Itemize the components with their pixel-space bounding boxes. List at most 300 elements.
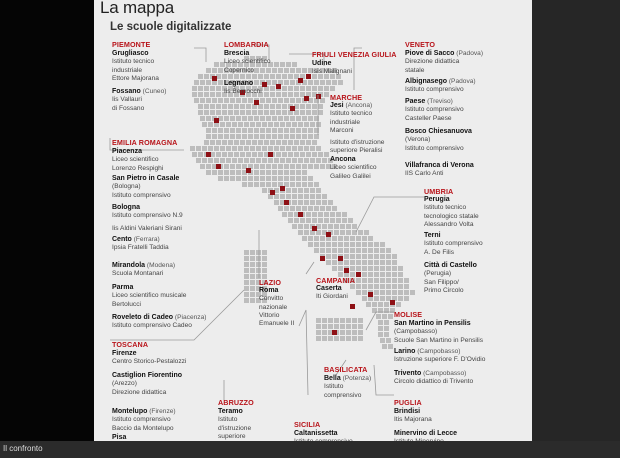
map-cell <box>282 152 287 157</box>
map-cell <box>334 336 339 341</box>
map-cell <box>260 164 265 169</box>
map-cell <box>316 324 321 329</box>
map-cell <box>260 182 265 187</box>
map-cell <box>234 104 239 109</box>
province: (Cuneo) <box>142 88 167 95</box>
map-cell <box>296 128 301 133</box>
city-name: Mirandola <box>112 262 146 269</box>
map-cell <box>262 158 267 163</box>
map-cell <box>282 110 287 115</box>
map-cell <box>380 278 385 283</box>
map-cell <box>246 140 251 145</box>
map-cell <box>314 242 319 247</box>
map-cell <box>264 110 269 115</box>
map-cell <box>246 110 251 115</box>
map-cell <box>374 290 379 295</box>
entry-line: tecnologico statale <box>424 212 479 220</box>
map-cell <box>380 266 385 271</box>
map-cell <box>218 68 223 73</box>
map-cell <box>332 248 337 253</box>
entry-albignasego <box>405 78 476 95</box>
map-cell <box>310 188 315 193</box>
map-cell <box>374 278 379 283</box>
map-cell <box>212 170 217 175</box>
map-cell <box>388 344 393 349</box>
map-cell <box>362 254 367 259</box>
map-cell <box>216 86 221 91</box>
map-cell <box>318 104 323 109</box>
map-cell <box>330 218 335 223</box>
map-cell <box>378 302 383 307</box>
map-cell <box>204 74 209 79</box>
map-cell <box>192 86 197 91</box>
map-cell <box>240 140 245 145</box>
province: (Firenze) <box>149 408 176 415</box>
entry-line: Vittorio <box>259 311 280 319</box>
map-cell <box>308 182 313 187</box>
entry-line: Istruzione superiore F. D'Ovidio <box>394 356 486 364</box>
map-cell <box>250 298 255 303</box>
entry-trivento <box>394 370 473 387</box>
map-cell <box>246 104 251 109</box>
entry-line: Itis Majorana <box>394 416 432 424</box>
map-cell <box>256 158 261 163</box>
entry-san-pietro-in-casale <box>112 175 179 200</box>
entry-line: Istituto comprensivo <box>424 240 483 248</box>
entry-line: superiore <box>218 432 246 440</box>
city-name: Pisa <box>112 434 127 441</box>
map-cell <box>346 324 351 329</box>
map-cell <box>206 116 211 121</box>
map-cell <box>296 206 301 211</box>
map-cell <box>386 284 391 289</box>
school-marker <box>206 152 211 157</box>
map-cell <box>242 176 247 181</box>
map-cell <box>392 272 397 277</box>
map-cell <box>218 98 223 103</box>
entry-jesi <box>330 102 384 156</box>
map-cell <box>312 104 317 109</box>
map-cell <box>226 146 231 151</box>
map-cell <box>334 324 339 329</box>
map-cell <box>316 146 321 151</box>
map-cell <box>290 116 295 121</box>
map-cell <box>260 176 265 181</box>
map-cell <box>316 122 321 127</box>
map-cell <box>330 212 335 217</box>
map-cell <box>244 298 249 303</box>
map-cell <box>224 128 229 133</box>
map-cell <box>358 230 363 235</box>
map-cell <box>250 146 255 151</box>
map-cell <box>250 268 255 273</box>
map-cell <box>284 80 289 85</box>
map-cell <box>322 324 327 329</box>
map-cell <box>380 248 385 253</box>
map-cell <box>302 182 307 187</box>
map-cell <box>352 318 357 323</box>
map-cell <box>288 152 293 157</box>
map-cell <box>314 80 319 85</box>
entry-line: Istituto comprensivo N.9 <box>112 212 183 220</box>
map-cell <box>242 98 247 103</box>
city-name: Bologna <box>112 204 140 211</box>
map-cell <box>220 146 225 151</box>
map-cell <box>248 128 253 133</box>
map-cell <box>258 140 263 145</box>
map-cell <box>246 152 251 157</box>
map-cell <box>266 128 271 133</box>
map-cell <box>254 128 259 133</box>
map-cell <box>306 110 311 115</box>
map-cell <box>380 338 385 343</box>
map-cell <box>206 164 211 169</box>
map-cell <box>320 248 325 253</box>
city-name: Udine <box>312 60 332 67</box>
map-cell <box>244 274 249 279</box>
map-cell <box>298 230 303 235</box>
map-cell <box>202 122 207 127</box>
entry-cento <box>112 236 169 253</box>
map-cell <box>296 68 301 73</box>
entry-line: Istituto comprensivo Cadeo <box>112 322 192 330</box>
map-cell <box>250 262 255 267</box>
map-cell <box>384 320 389 325</box>
entry-line: Iis Aldini Valeriani Sirani <box>112 224 182 232</box>
map-cell <box>222 104 227 109</box>
map-cell <box>292 224 297 229</box>
map-cell <box>244 158 249 163</box>
map-cell <box>220 122 225 127</box>
map-cell <box>282 212 287 217</box>
map-cell <box>278 134 283 139</box>
map-cell <box>268 146 273 151</box>
province: (Campobasso) <box>417 348 461 355</box>
map-cell <box>298 146 303 151</box>
school-marker <box>246 168 251 173</box>
map-cell <box>194 98 199 103</box>
map-cell <box>350 248 355 253</box>
map-cell <box>362 260 367 265</box>
entry-parma <box>112 284 186 309</box>
entry-line: San Filippo/ <box>424 278 459 286</box>
map-cell <box>318 110 323 115</box>
region-friuli: FRIULI VENEZIA GIULIA <box>312 50 397 59</box>
map-cell <box>238 158 243 163</box>
entry-line: Istituto comprensivo <box>112 416 171 424</box>
map-cell <box>332 242 337 247</box>
entry-legnano <box>224 80 262 97</box>
entry-montelupo <box>112 408 176 433</box>
map-cell <box>264 104 269 109</box>
map-cell <box>346 318 351 323</box>
entry-line: Liceo scientifico musicale <box>112 292 187 300</box>
entry-brescia <box>224 50 271 75</box>
entry-ancona <box>330 156 377 181</box>
map-cell <box>208 146 213 151</box>
map-cell <box>356 242 361 247</box>
map-cell <box>250 280 255 285</box>
map-cell <box>368 284 373 289</box>
map-cell <box>258 152 263 157</box>
map-cell <box>308 176 313 181</box>
map-cell <box>384 332 389 337</box>
map-cell <box>274 146 279 151</box>
map-cell <box>214 158 219 163</box>
map-cell <box>208 158 213 163</box>
entry-roveleto-di-cadeo <box>112 314 206 331</box>
map-cell <box>298 122 303 127</box>
entry-line: Liceo scientifico <box>224 58 271 66</box>
map-cell <box>380 242 385 247</box>
city-name: Minervino di Lecce <box>394 430 458 437</box>
map-cell <box>308 206 313 211</box>
map-cell <box>290 80 295 85</box>
city-name: Fossano <box>112 88 141 95</box>
map-cell <box>260 128 265 133</box>
map-cell <box>298 188 303 193</box>
map-cell <box>356 260 361 265</box>
map-cell <box>314 206 319 211</box>
confronto-link[interactable]: Il confronto <box>3 444 43 453</box>
school-marker <box>306 74 311 79</box>
map-cell <box>368 236 373 241</box>
map-cell <box>262 268 267 273</box>
map-cell <box>332 254 337 259</box>
city-name: Roveleto di Cadeo <box>112 314 174 321</box>
map-cell <box>374 284 379 289</box>
map-cell <box>282 104 287 109</box>
map-cell <box>316 336 321 341</box>
map-cell <box>344 242 349 247</box>
map-cell <box>374 248 379 253</box>
entry-firenze <box>112 350 186 367</box>
map-cell <box>356 248 361 253</box>
entry-bosco-chiesanuova <box>405 128 472 153</box>
map-cell <box>262 188 267 193</box>
map-cell <box>346 330 351 335</box>
entry-bologna <box>112 204 183 233</box>
entry-line: Liceo scientifico <box>112 156 159 164</box>
map-cell <box>318 218 323 223</box>
map-cell <box>290 206 295 211</box>
map-cell <box>316 194 321 199</box>
map-cell <box>304 188 309 193</box>
map-cell <box>230 170 235 175</box>
map-cell <box>256 262 261 267</box>
map-cell <box>230 116 235 121</box>
map-cell <box>348 218 353 223</box>
school-marker <box>316 94 321 99</box>
city-name: Teramo <box>218 408 243 415</box>
map-cell <box>240 152 245 157</box>
map-cell <box>380 272 385 277</box>
map-cell <box>398 272 403 277</box>
city-name: Firenze <box>112 350 137 357</box>
map-cell <box>284 176 289 181</box>
map-cell <box>252 152 257 157</box>
entry-grugliasco <box>112 50 159 83</box>
map-cell <box>392 284 397 289</box>
map-cell <box>242 116 247 121</box>
map-cell <box>256 122 261 127</box>
map-cell <box>362 290 367 295</box>
map-cell <box>316 188 321 193</box>
map-cell <box>292 122 297 127</box>
map-cell <box>262 256 267 261</box>
map-cell <box>344 248 349 253</box>
map-cell <box>272 128 277 133</box>
map-cell <box>254 176 259 181</box>
map-cell <box>270 74 275 79</box>
entry-villafranca <box>405 162 474 179</box>
map-cell <box>374 266 379 271</box>
entry-line: Ipsia Fratelli Taddia <box>112 244 169 252</box>
map-cell <box>260 98 265 103</box>
map-cell <box>384 326 389 331</box>
map-cell <box>196 146 201 151</box>
map-cell <box>230 128 235 133</box>
map-cell <box>288 74 293 79</box>
entry-fossano <box>112 88 166 113</box>
city-name: Ancona <box>330 156 356 163</box>
map-cell <box>288 218 293 223</box>
map-cell <box>346 230 351 235</box>
entry-terni <box>424 232 483 257</box>
province: (Potenza) <box>342 375 372 382</box>
map-cell <box>206 80 211 85</box>
map-cell <box>268 122 273 127</box>
map-cell <box>302 68 307 73</box>
map-cell <box>216 140 221 145</box>
map-cell <box>298 200 303 205</box>
entry-line: Convitto <box>259 295 284 303</box>
map-cell <box>388 314 393 319</box>
map-cell <box>256 250 261 255</box>
map-cell <box>404 296 409 301</box>
map-cell <box>236 128 241 133</box>
map-cell <box>340 318 345 323</box>
map-cell <box>368 278 373 283</box>
map-cell <box>212 134 217 139</box>
map-cell <box>294 152 299 157</box>
map-cell <box>200 98 205 103</box>
province: (Padova) <box>448 78 476 85</box>
map-cell <box>272 134 277 139</box>
map-cell <box>244 280 249 285</box>
map-cell <box>280 122 285 127</box>
entry-line: di Fossano <box>112 104 145 112</box>
school-marker <box>212 76 217 81</box>
map-cell <box>334 224 339 229</box>
region-umbria: UMBRIA <box>424 187 454 196</box>
map-cell <box>232 122 237 127</box>
map-cell <box>266 116 271 121</box>
map-cell <box>254 164 259 169</box>
map-cell <box>308 116 313 121</box>
map-cell <box>204 110 209 115</box>
map-cell <box>242 128 247 133</box>
school-marker <box>350 304 355 309</box>
map-cell <box>280 158 285 163</box>
map-cell <box>244 262 249 267</box>
entry-piove-di-sacco <box>405 50 483 75</box>
map-cell <box>308 242 313 247</box>
entry-line: Istituto comprensivo <box>405 86 464 94</box>
entry-line: (Campobasso) <box>394 328 438 336</box>
entry-line: Scuola Montanari <box>112 270 164 278</box>
entry-line: Scuole San Martino in Pensilis <box>394 336 484 344</box>
map-cell <box>204 140 209 145</box>
province: (Campobasso) <box>423 370 467 377</box>
map-cell <box>306 104 311 109</box>
map-cell <box>304 230 309 235</box>
map-cell <box>352 224 357 229</box>
map-cell <box>242 182 247 187</box>
map-cell <box>324 212 329 217</box>
map-cell <box>302 164 307 169</box>
region-lombardia: LOMBARDIA <box>224 40 269 49</box>
entry-line: (Perugia) <box>424 270 452 278</box>
school-marker <box>344 268 349 273</box>
map-cell <box>332 236 337 241</box>
map-cell <box>304 158 309 163</box>
entry-line: Alessandro Volta <box>424 220 474 228</box>
map-cell <box>194 80 199 85</box>
map-cell <box>392 254 397 259</box>
map-cell <box>340 336 345 341</box>
map-cell <box>236 98 241 103</box>
map-cell <box>276 92 281 97</box>
map-cell <box>322 200 327 205</box>
map-cell <box>368 272 373 277</box>
map-cell <box>338 80 343 85</box>
map-cell <box>342 212 347 217</box>
map-cell <box>306 140 311 145</box>
map-cell <box>244 256 249 261</box>
map-cell <box>386 260 391 265</box>
map-cell <box>286 146 291 151</box>
city-name: Terni <box>424 232 441 239</box>
map-cell <box>286 122 291 127</box>
entry-line: industriale <box>330 118 361 126</box>
map-cell <box>290 164 295 169</box>
map-cell <box>266 134 271 139</box>
entry-line: Istituto <box>324 383 344 391</box>
map-cell <box>322 336 327 341</box>
map-cell <box>380 260 385 265</box>
region-veneto: VENETO <box>405 40 436 49</box>
map-cell <box>278 170 283 175</box>
map-cell <box>316 318 321 323</box>
map-cell <box>276 104 281 109</box>
map-cell <box>234 152 239 157</box>
map-cell <box>198 74 203 79</box>
city-name: Bella <box>324 375 341 382</box>
region-lazio: LAZIO <box>259 278 282 287</box>
map-cell <box>254 134 259 139</box>
map-cell <box>310 200 315 205</box>
map-cell <box>352 336 357 341</box>
map-cell <box>234 140 239 145</box>
province: (Ancona) <box>345 102 373 109</box>
map-cell <box>236 170 241 175</box>
map-cell <box>254 182 259 187</box>
map-cell <box>368 248 373 253</box>
map-cell <box>290 182 295 187</box>
map-cell <box>374 242 379 247</box>
map-cell <box>290 68 295 73</box>
